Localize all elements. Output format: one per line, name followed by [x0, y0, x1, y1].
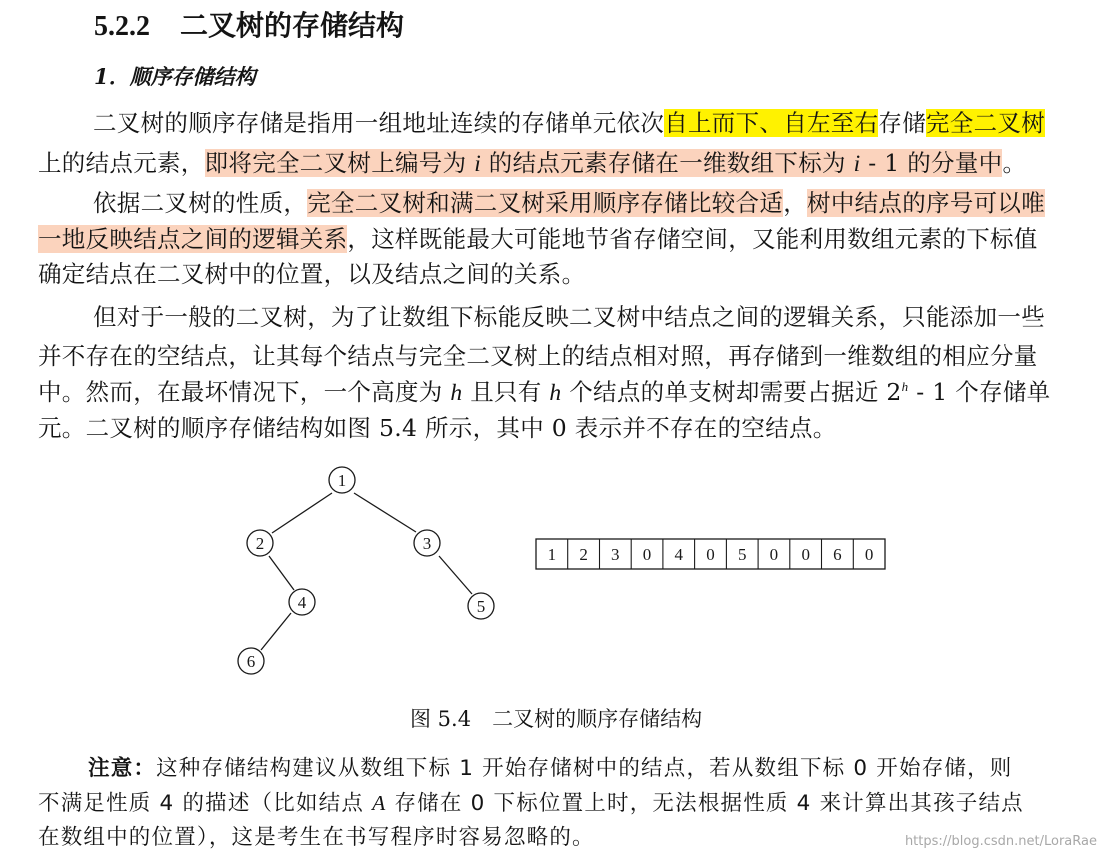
var-h: h [450, 380, 463, 406]
array-cell-6: 0 [706, 545, 715, 564]
note-line1 [88, 750, 1100, 787]
para3-text: - 1 个存储单 [908, 378, 1051, 406]
array-cell-1: 1 [547, 545, 557, 564]
edge-3-5 [439, 556, 472, 594]
array-cell-4: 0 [642, 545, 652, 564]
section-title: 二叉树的存储结构 [180, 9, 405, 42]
node-label: 5 [476, 597, 486, 616]
watermark: https://blog.csdn.net/LoraRae [904, 834, 1097, 849]
array-cell-8: 0 [769, 545, 779, 564]
array-cell-7: 5 [737, 545, 747, 564]
highlight-suitable: 完全二叉树和满二叉树采用顺序存储比较合适 [307, 189, 784, 217]
array-cell-5: 4 [674, 545, 684, 564]
para2-text: 依据二叉树的性质， [93, 189, 308, 217]
note-label: 注意： [88, 756, 157, 781]
para3-line4: 元。二叉树的顺序存储结构如图 5.4 所示，其中 0 表示并不存在的空结点。 [38, 414, 837, 442]
tree-node-2 [247, 530, 273, 556]
node-label: 4 [297, 593, 307, 612]
para3-text: 个结点的单支树却需要占据近 2 [561, 378, 902, 406]
array-cell-11: 0 [864, 545, 874, 564]
edge-1-2 [272, 493, 332, 533]
para3-line1: 但对于一般的二叉树，为了让数组下标能反映二叉树中结点之间的逻辑关系，只能添加一些 [93, 303, 1045, 331]
sequential-array [536, 539, 885, 569]
para3-text: 中。然而，在最坏情况下，一个高度为 [38, 378, 451, 406]
para3-line3 [38, 372, 1100, 412]
para2-line2 [38, 219, 1100, 259]
tree-node-6 [238, 648, 264, 674]
para1-text: 。 [1002, 149, 1027, 177]
edge-2-4 [269, 556, 294, 590]
para1-text: 二叉树的顺序存储是指用一组地址连续的存储单元依次 [93, 109, 665, 137]
var-i: i [853, 151, 861, 177]
node-label: 6 [246, 652, 256, 671]
edge-4-6 [261, 613, 291, 650]
tree-node-3 [414, 530, 440, 556]
para1-text: - 1 的分量中 [860, 149, 1003, 177]
var-h: h [549, 380, 562, 406]
tree-node-1 [329, 467, 355, 493]
para3-text: 且只有 [462, 378, 550, 406]
para2-text: ，这样既能最大可能地节省存储空间，又能利用数组元素的下标值 [347, 225, 1038, 253]
highlight-complete-tree: 完全二叉树 [926, 109, 1046, 137]
node-label: 3 [422, 534, 432, 553]
tree-node-5 [468, 593, 494, 619]
note-line3: 在数组中的位置），这是考生在书写程序时容易忽略的。 [38, 825, 595, 850]
para1-text: 即将完全二叉树上编号为 [204, 149, 475, 177]
var-a: A [372, 791, 387, 815]
edge-1-3 [354, 493, 416, 532]
section-heading [94, 4, 404, 48]
note-text: 存储在 0 下标位置上时，无法根据性质 4 来计算出其孩子结点 [386, 791, 1024, 816]
para1-text: 的结点元素存储在一维数组下标为 [481, 149, 854, 177]
binary-tree-figure [230, 455, 910, 680]
highlight-unique: 树中结点的序号可以唯 [807, 189, 1046, 217]
node-label: 1 [337, 471, 347, 490]
exponent-h: h [901, 379, 909, 395]
highlight-logic: 一地反映结点之间的逻辑关系 [38, 225, 348, 253]
array-cell-2: 2 [579, 545, 588, 564]
para3-line2: 并不存在的空结点，让其每个结点与完全二叉树上的结点相对照，再存储到一维数组的相应分量 [38, 342, 1038, 370]
para1-line2 [38, 143, 1100, 183]
array-cell-3: 3 [611, 545, 620, 564]
figure-caption: 图 5.4 二叉树的顺序存储结构 [410, 707, 703, 731]
note-text: 这种存储结构建议从数组下标 1 开始存储树中的结点，若从数组下标 0 开始存储，则 [156, 756, 1013, 781]
note-text: 不满足性质 4 的描述（比如结点 [38, 791, 373, 816]
var-i: i [474, 151, 482, 177]
para1-text: 存储 [878, 109, 927, 137]
array-cell-9: 0 [801, 545, 810, 564]
highlight-index-rule [205, 149, 1003, 177]
array-cell-10: 6 [833, 545, 842, 564]
para1-text: 上的结点元素， [38, 149, 205, 177]
para2-text: ， [783, 189, 808, 217]
note-line2 [38, 785, 1100, 822]
para2-line1 [93, 183, 1100, 223]
para1-line1 [93, 103, 1100, 143]
section-number: 5.2.2 [94, 11, 150, 42]
para2-line3: 确定结点在二叉树中的位置，以及结点之间的关系。 [38, 260, 586, 288]
highlight-top-down: 自上而下、自左至右 [664, 109, 879, 137]
tree-node-4 [289, 589, 315, 615]
node-label: 2 [255, 534, 265, 553]
subsection-heading: 1．顺序存储结构 [94, 64, 256, 89]
